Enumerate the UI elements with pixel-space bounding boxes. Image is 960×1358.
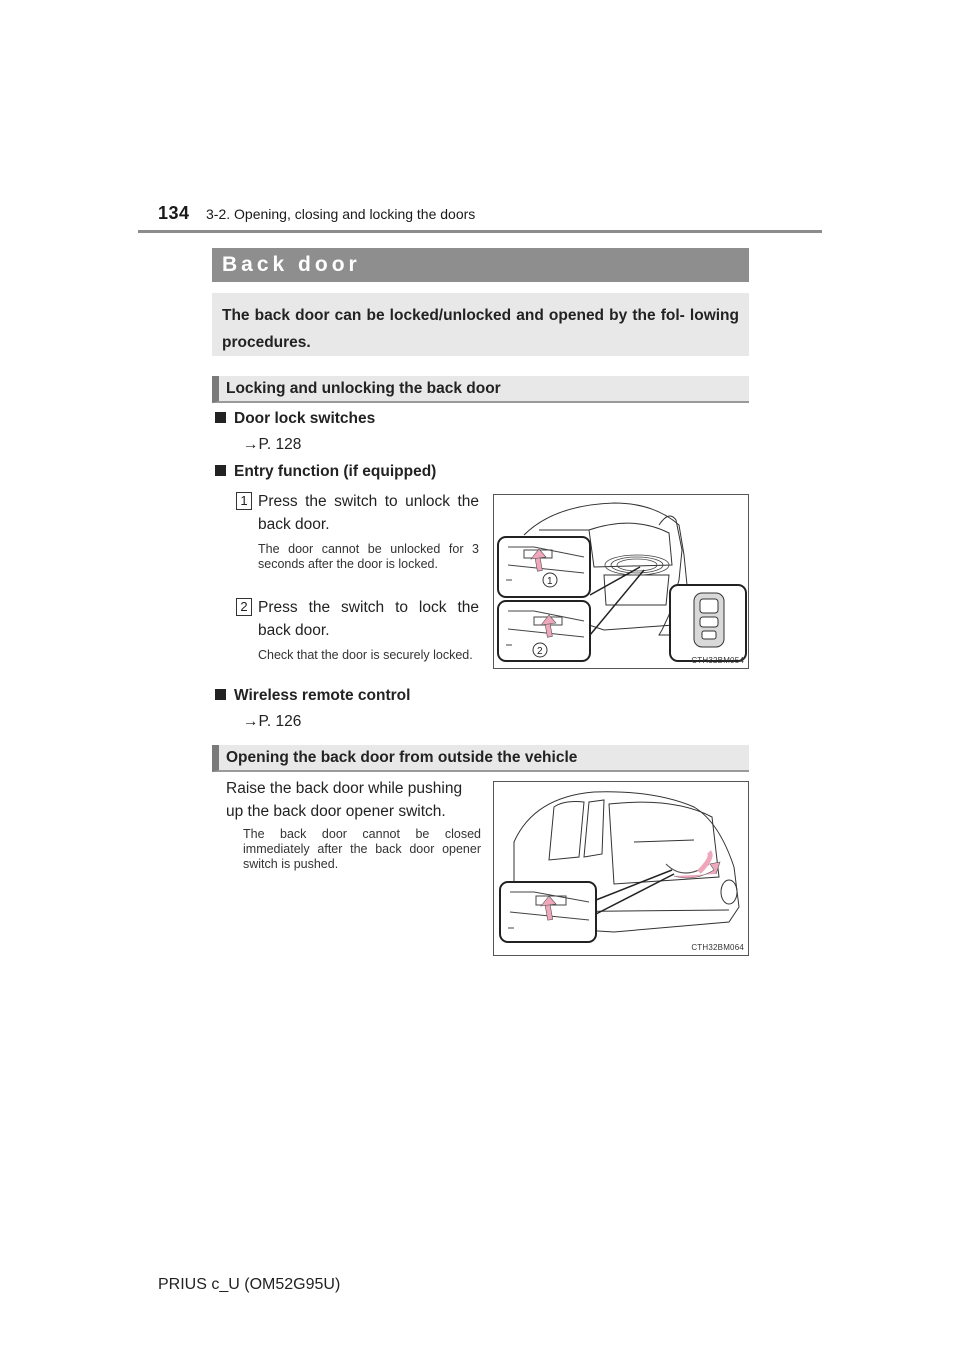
step-number-2: 2 bbox=[236, 598, 252, 616]
bullet-square-icon bbox=[215, 465, 226, 476]
figure-code: CTH32BM054 bbox=[691, 656, 744, 665]
footer-model-code: PRIUS c_U (OM52G95U) bbox=[158, 1276, 341, 1293]
section-breadcrumb: 3-2. Opening, closing and locking the doors bbox=[206, 206, 476, 222]
page-reference-link[interactable]: →P. 128 bbox=[243, 436, 302, 453]
callout-label-1: 1 bbox=[547, 576, 553, 587]
opening-note: The back door cannot be closed immediately after the back door opener switch is pushed. bbox=[243, 827, 481, 871]
bullet-label: Entry function (if equipped) bbox=[234, 463, 437, 480]
section-heading-text: Locking and unlocking the back door bbox=[226, 380, 501, 397]
intro-text: The back door can be locked/unlocked and opened by the fol- lowing procedures. bbox=[222, 307, 739, 351]
step-number-1: 1 bbox=[236, 492, 252, 510]
rear-car-opener-illustration bbox=[494, 782, 749, 956]
bullet-label: Wireless remote control bbox=[234, 687, 411, 704]
page-title-bar bbox=[212, 248, 749, 282]
rear-car-with-key-illustration bbox=[494, 495, 749, 669]
bullet-door-lock-switches bbox=[215, 410, 375, 428]
page-title: Back door bbox=[222, 253, 361, 276]
bullet-square-icon bbox=[215, 412, 226, 423]
step-text-2: Press the switch to lock the back door. bbox=[258, 599, 479, 639]
page-number: 134 bbox=[158, 203, 190, 223]
bullet-square-icon bbox=[215, 689, 226, 700]
figure-code: CTH32BM064 bbox=[691, 943, 744, 952]
page-reference-link[interactable]: →P. 126 bbox=[243, 713, 302, 730]
figure-entry-function bbox=[493, 494, 749, 669]
section-heading-opening bbox=[212, 745, 749, 772]
section-heading-text: Opening the back door from outside the vehicle bbox=[226, 749, 578, 766]
step-text-1: Press the switch to unlock the back door. bbox=[258, 493, 479, 533]
section-heading-locking bbox=[212, 376, 749, 403]
opening-instruction: Raise the back door while pushing up the back door opener switch. bbox=[226, 780, 463, 820]
figure-back-door-opener bbox=[493, 781, 749, 956]
bullet-wireless-remote bbox=[215, 687, 410, 705]
step-note-1: The door cannot be unlocked for 3 seconds after the door is locked. bbox=[258, 542, 479, 571]
header-divider bbox=[138, 230, 822, 233]
callout-label-2: 2 bbox=[537, 646, 543, 657]
step-note-2: Check that the door is securely locked. bbox=[258, 648, 473, 662]
intro-box bbox=[212, 293, 749, 356]
bullet-label: Door lock switches bbox=[234, 410, 376, 427]
bullet-entry-function bbox=[215, 463, 436, 481]
